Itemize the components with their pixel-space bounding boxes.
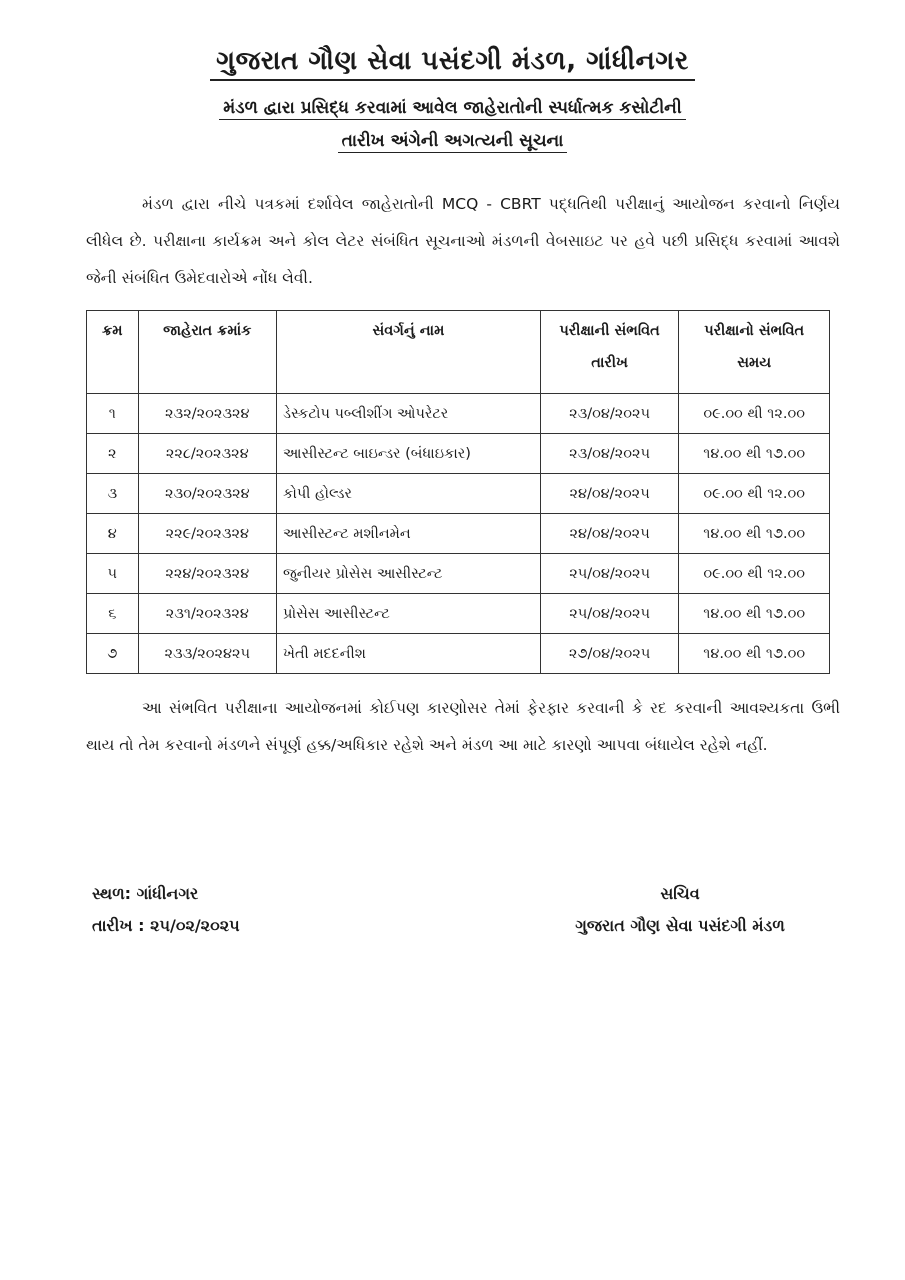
- table-row: [87, 634, 830, 674]
- cell-cadre: ડેસ્કટોપ પબ્લીશીંગ ઓપરેટર: [277, 394, 541, 434]
- cell-advt: ૨૩૩/૨૦૨૪૨૫: [138, 634, 276, 674]
- page-title: ગુજરાત ગૌણ સેવા પસંદગી મંડળ, ગાંધીનગર: [210, 46, 695, 81]
- signatory-org: ગુજરાત ગૌણ સેવા પસંદગી મંડળ: [575, 916, 785, 935]
- closing-paragraph: [86, 690, 840, 764]
- header-date: પરીક્ષાની સંભવિત તારીખ: [540, 311, 678, 394]
- intro-paragraph: [86, 186, 840, 297]
- cell-sr: ૨: [87, 434, 139, 474]
- cell-cadre: કોપી હોલ્ડર: [277, 474, 541, 514]
- cell-advt: ૨૨૯/૨૦૨૩૨૪: [138, 514, 276, 554]
- cell-time: ૧૪.૦૦ થી ૧૭.૦૦: [679, 634, 830, 674]
- subtitle-line1-wrap: [0, 98, 905, 120]
- subtitle-line2-wrap: [0, 131, 905, 153]
- cell-time: ૧૪.૦૦ થી ૧૭.૦૦: [679, 594, 830, 634]
- cell-sr: ૪: [87, 514, 139, 554]
- table-row: [87, 394, 830, 434]
- closing-text: આ સંભવિત પરીક્ષાના આયોજનમાં કોઈપણ કારણોસર તેમાં ફેરફાર કરવાની કે રદ કરવાની આવશ્યકતા ઉભી થાય તો તેમ કરવાનો મંડળને સંપૂર્ણ હક્ક/અધિકાર રહેશે અને મંડળ આ માટે કારણો આપવા બંધાયેલ રહેશે નહીં.: [86, 699, 840, 754]
- cell-cadre: જુનીયર પ્રોસેસ આસીસ્ટન્ટ: [277, 554, 541, 594]
- subtitle-line1: મંડળ દ્વારા પ્રસિદ્ધ કરવામાં આવેલ જાહેરાતોની સ્પર્ધાત્મક કસોટીની: [219, 98, 685, 120]
- cell-cadre: પ્રોસેસ આસીસ્ટન્ટ: [277, 594, 541, 634]
- cell-advt: ૨૩૦/૨૦૨૩૨૪: [138, 474, 276, 514]
- exam-schedule-table: [86, 310, 830, 674]
- cell-advt: ૨૩૨/૨૦૨૩૨૪: [138, 394, 276, 434]
- signatory-block: [520, 878, 840, 942]
- cell-cadre: ખેતી મદદનીશ: [277, 634, 541, 674]
- table-row: [87, 594, 830, 634]
- page-title-wrap: [0, 46, 905, 81]
- cell-date: ૨૫/૦૪/૨૦૨૫: [540, 554, 678, 594]
- cell-sr: ૧: [87, 394, 139, 434]
- header-time: પરીક્ષાનો સંભવિત સમય: [679, 311, 830, 394]
- cell-time: ૦૯.૦૦ થી ૧૨.૦૦: [679, 554, 830, 594]
- cell-advt: ૨૩૧/૨૦૨૩૨૪: [138, 594, 276, 634]
- cell-date: ૨૭/૦૪/૨૦૨૫: [540, 634, 678, 674]
- table-row: [87, 554, 830, 594]
- cell-sr: ૬: [87, 594, 139, 634]
- cell-cadre: આસીસ્ટન્ટ મશીનમેન: [277, 514, 541, 554]
- cell-sr: ૫: [87, 554, 139, 594]
- cell-date: ૨૩/૦૪/૨૦૨૫: [540, 434, 678, 474]
- header-sr: ક્રમ: [87, 311, 139, 394]
- cell-advt: ૨૨૪/૨૦૨૩૨૪: [138, 554, 276, 594]
- signatory-title: સચિવ: [660, 884, 700, 903]
- place-label: સ્થળ: ગાંધીનગર: [92, 884, 199, 903]
- subtitle-line2: તારીખ અંગેની અગત્યની સૂચના: [338, 131, 568, 153]
- table-row: [87, 434, 830, 474]
- header-cadre: સંવર્ગનું નામ: [277, 311, 541, 394]
- cell-time: ૧૪.૦૦ થી ૧૭.૦૦: [679, 514, 830, 554]
- table-row: [87, 514, 830, 554]
- table-row: [87, 474, 830, 514]
- cell-date: ૨૩/૦૪/૨૦૨૫: [540, 394, 678, 434]
- table-header-row: [87, 311, 830, 394]
- cell-time: ૦૯.૦૦ થી ૧૨.૦૦: [679, 394, 830, 434]
- place-date-block: [92, 878, 240, 942]
- header-advt: જાહેરાત ક્રમાંક: [138, 311, 276, 394]
- cell-advt: ૨૨૮/૨૦૨૩૨૪: [138, 434, 276, 474]
- cell-time: ૦૯.૦૦ થી ૧૨.૦૦: [679, 474, 830, 514]
- date-label: તારીખ : ૨૫/૦૨/૨૦૨૫: [92, 916, 240, 935]
- cell-sr: ૭: [87, 634, 139, 674]
- cell-time: ૧૪.૦૦ થી ૧૭.૦૦: [679, 434, 830, 474]
- intro-text: મંડળ દ્વારા નીચે પત્રકમાં દર્શાવેલ જાહેરાતોની MCQ - CBRT પદ્ધતિથી પરીક્ષાનું આયોજન કરવાનો નિર્ણય લીધેલ છે. પરીક્ષાના કાર્યક્રમ અને કોલ લેટર સંબંધિત સૂચનાઓ મંડળની વેબસાઇટ પર હવે પછી પ્રસિદ્ધ કરવામાં આવશે જેની સંબંધિત ઉમેદવારોએ નોંધ લેવી.: [86, 195, 840, 287]
- cell-cadre: આસીસ્ટન્ટ બાઇન્ડર (બંધાઇકાર): [277, 434, 541, 474]
- cell-date: ૨૪/૦૪/૨૦૨૫: [540, 474, 678, 514]
- cell-date: ૨૫/૦૪/૨૦૨૫: [540, 594, 678, 634]
- cell-sr: ૩: [87, 474, 139, 514]
- cell-date: ૨૪/૦૪/૨૦૨૫: [540, 514, 678, 554]
